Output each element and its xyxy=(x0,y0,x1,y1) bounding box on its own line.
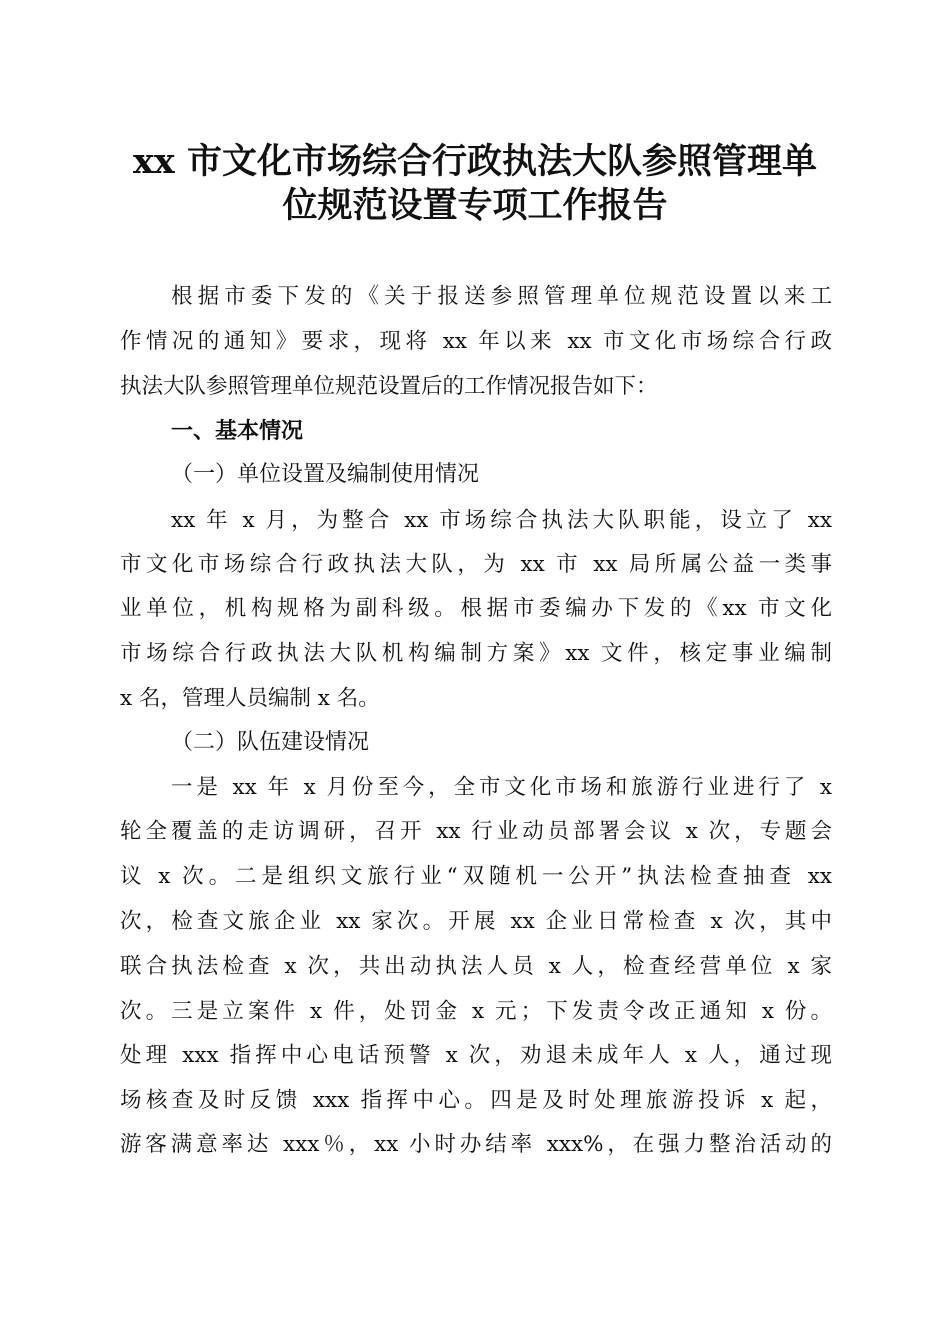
subsection-heading-unit-setup: （一）单位设置及编制使用情况 xyxy=(171,462,480,487)
subsection-heading-team-building: （二）队伍建设情况 xyxy=(171,730,370,755)
paragraph-line: 市文化市场综合行政执法大队，为 xx 市 xx 局所属公益一类事 xyxy=(120,552,832,577)
intro-line: 作情况的通知》要求，现将 xx 年以来 xx 市文化市场综合行政 xyxy=(120,329,832,354)
document-title-line-1: xx 市文化市场综合行政执法大队参照管理单 xyxy=(133,141,817,182)
paragraph-line: 次，检查文旅企业 xx 家次。开展 xx 企业日常检查 x 次，其中 xyxy=(120,909,832,934)
paragraph-line: 一是 xx 年 x 月份至今，全市文化市场和旅游行业进行了 x xyxy=(171,775,832,800)
paragraph-line: 轮全覆盖的走访调研，召开 xx 行业动员部署会议 x 次，专题会 xyxy=(120,819,832,844)
paragraph-line: 游客满意率达 xxx％，xx 小时办结率 xxx%，在强力整治活动的 xyxy=(120,1132,832,1157)
section-heading-basic-situation: 一、基本情况 xyxy=(171,419,304,444)
paragraph-line: 业单位，机构规格为副科级。根据市委编办下发的《xx 市文化 xyxy=(120,596,832,621)
intro-line: 根据市委下发的《关于报送参照管理单位规范设置以来工 xyxy=(171,284,832,309)
paragraph-line: 联合执法检查 x 次，共出动执法人员 x 人，检查经营单位 x 家 xyxy=(120,954,832,979)
paragraph-line: 场核查及时反馈 xxx 指挥中心。四是及时处理旅游投诉 x 起， xyxy=(120,1088,832,1113)
intro-line: 执法大队参照管理单位规范设置后的工作情况报告如下： xyxy=(120,374,658,399)
paragraph-line: 议 x 次。二是组织文旅行业“双随机一公开”执法检查抽查 xx xyxy=(120,864,832,889)
paragraph-line: 处理 xxx 指挥中心电话预警 x 次，劝退未成年人 x 人，通过现 xyxy=(120,1043,832,1068)
paragraph-line: xx 年 x 月，为整合 xx 市场综合执法大队职能，设立了 xx xyxy=(171,508,832,533)
paragraph-line: 次。三是立案件 x 件，处罚金 x 元；下发责令改正通知 x 份。 xyxy=(120,999,832,1024)
document-title-line-2: 位规范设置专项工作报告 xyxy=(282,185,668,226)
paragraph-line: 市场综合行政执法大队机构编制方案》xx 文件，核定事业编制 xyxy=(120,641,832,666)
paragraph-line: x 名，管理人员编制 x 名。 xyxy=(120,686,380,711)
